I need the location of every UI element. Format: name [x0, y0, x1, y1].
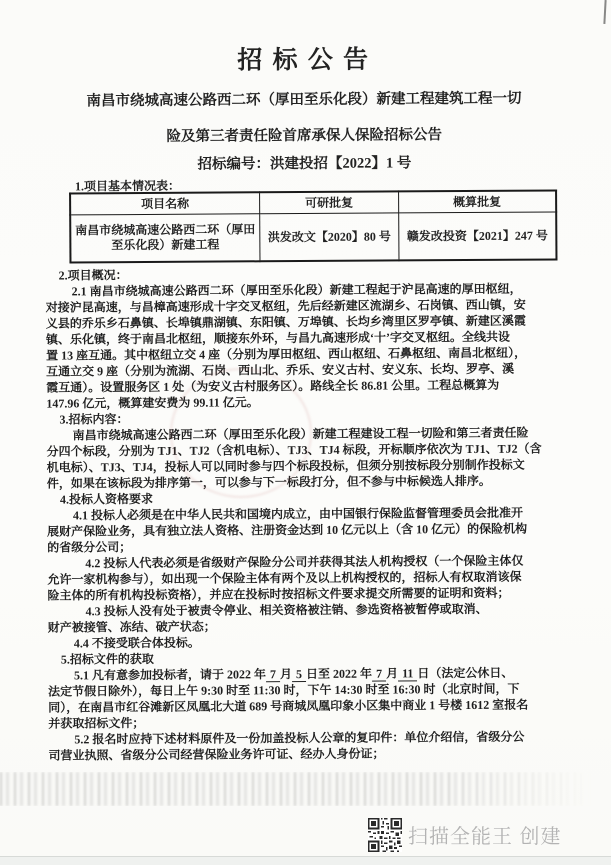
underlined-date-value: 11: [398, 666, 417, 681]
camscanner-watermark: 扫描全能王 创建: [408, 826, 562, 848]
text-line: 4.4 不接受联合体投标。: [73, 635, 200, 651]
text-line: 置 13 座互通。其中枢纽立交 4 座（分别为厚田枢纽、西山枢纽、石鼻枢纽、南昌北枢纽），: [46, 345, 527, 363]
text-line: 司营业执照、省级分公司经营保险业务许可证、经办人身份证；: [48, 746, 385, 763]
text-line: 并获取招标文件；: [48, 715, 145, 731]
text-segment: 月: [386, 666, 399, 681]
text-line: 允许一家机构参与），如出现一个保险主体有两个及以上机构授权的，招标人有权取消该保: [47, 569, 522, 587]
text-line: 4.1 投标人必须是在中华人民共和国境内成立，由中国银行保险监督管理委员会批准开: [72, 505, 524, 523]
underlined-date-value: 7: [372, 667, 386, 682]
text-line: 同），在南昌市红谷滩新区凤凰北大道 689 号商城凤凰印象小区集中商业 1 号楼 1612 室报名: [48, 697, 529, 715]
text-line: 霞互通）。设置服务区 1 处（为安义古村服务区）。路线全长 86.81 公里。工程总概算为: [46, 377, 500, 395]
document-title: 招 标 公 告: [237, 46, 371, 75]
text-line: 件，如果在该标段为排序第一，可以参与下一标段打分，但不参与中标候选人排序。: [46, 473, 491, 491]
text-segment: 月: [279, 667, 293, 682]
text-line: 分四个标段，分别为 TJ1、TJ2（含机电标）、TJ3、TJ4 标段，开标顺序依次为 TJ1、TJ2（含: [46, 441, 542, 459]
cell-budget-approval: 赣发改投资【2021】247 号: [399, 212, 557, 260]
text-line: 机电标）、TJ3、TJ4，投标人可以同时参与四个标段投标，但须分别按标段分别制作投标文: [46, 457, 525, 475]
text-segment: 日至 2022 年: [305, 666, 373, 682]
text-line: 南昌市绕城高速公路西二环（厚田至乐化段）新建工程建设工程一切险和第三者责任险: [72, 425, 529, 443]
text-line: 义县的乔乐乡石鼻镇、长埠镇鼎湖镇、东阳镇、万埠镇、长均乡湾里区罗亭镇、新建区溪霞: [45, 313, 526, 331]
tender-number: 招标编号：洪建投招【2022】1 号: [197, 155, 412, 173]
project-info-table: [69, 189, 557, 263]
header-cell-budget-approval: 概算批复: [399, 190, 557, 212]
text-line: 4.投标人资格要求: [59, 491, 153, 507]
underlined-date-value: 5: [292, 667, 306, 682]
text-line: 147.96 亿元，概算建安费为 99.11 亿元。: [46, 395, 259, 411]
text-line: 财产被接管、冻结、破产状态；: [47, 619, 216, 635]
underlined-date-value: 7: [266, 667, 280, 682]
text-line: 2.项目概况：: [58, 268, 128, 283]
qr-code-icon: [368, 818, 402, 852]
table-row: [70, 212, 556, 262]
text-line: 5.2 报名时应持下述材料原件及一份加盖投标人公章的复印件：单位介绍信，省级分公: [74, 729, 525, 747]
text-segment: 日（法定公休日、: [417, 665, 514, 681]
text-line: 互通立交 9 座（分别为流湖、石岗、西山北、乔乐、安义古村、安义东、长均、罗亭、溪: [46, 361, 515, 379]
text-line: 法定节假日除外），每日上午 9:30 时至 11:30 时，下午 14:30 时至 16:30 时（北京时间，下: [48, 681, 520, 699]
text-line: 4.2 投标人代表必须是省级财产保险分公司并获得其法人机构授权（一个保险主体仅: [85, 553, 524, 571]
page-bottom-edge: [0, 856, 611, 865]
scan-smudge-artifact: [0, 772, 611, 806]
text-line: 4.3 投标人没有处于被责令停业、相关资格被注销、参选资格被暂停或取消、: [85, 601, 488, 619]
text-line: 对接沪昆高速，与昌樟高速形成十字交叉枢纽，先后经新建区流湖乡、石岗镇、西山镇，安: [45, 297, 526, 315]
text-line: 3.招标内容：: [59, 412, 129, 427]
text-line: 5.招标文件的获取: [60, 651, 154, 667]
cell-feasibility-approval: 洪发改文【2020】80 号: [260, 213, 399, 261]
header-cell-feasibility-approval: 可研批复: [260, 191, 399, 213]
text-line: 镇、乐化镇，终于南昌北枢纽，顺接东外环，与昌九高速形成‘十’字交叉枢纽。全线共设: [45, 329, 510, 347]
text-line: 的省级分公司；: [47, 540, 132, 555]
text-line: 展财产保险业务，具有独立法人资格、注册资金达到 10 亿元以上（含 10 亿元）的保险机构: [47, 521, 528, 539]
table-caption: 1.项目基本情况表：: [74, 178, 181, 194]
table-header-row: [70, 190, 556, 214]
document-subtitle-line-2: 险及第三者责任险首席承保人保险招标公告: [166, 127, 443, 145]
body-lines: [46, 264, 574, 763]
cell-project-name: 南昌市绕城高速公路西二环（厚田至乐化段）新建工程: [70, 214, 260, 263]
text-line: 2.1 南昌市绕城高速公路西二环（厚田至乐化段）新建工程起于沪昆高速的厚田枢纽，: [71, 281, 522, 299]
header-cell-project-name: 项目名称: [70, 192, 260, 215]
document-subtitle-line-1: 南昌市绕城高速公路西二环（厚田至乐化段）新建工程建筑工程一切: [86, 90, 522, 110]
text-segment: 5.1 凡有意参加投标者，请于 2022 年: [73, 667, 267, 683]
text-line: 险主体的所有机构投标资格），并应在投标时按招标文件要求提交所需要的证明和资料；: [47, 585, 510, 603]
